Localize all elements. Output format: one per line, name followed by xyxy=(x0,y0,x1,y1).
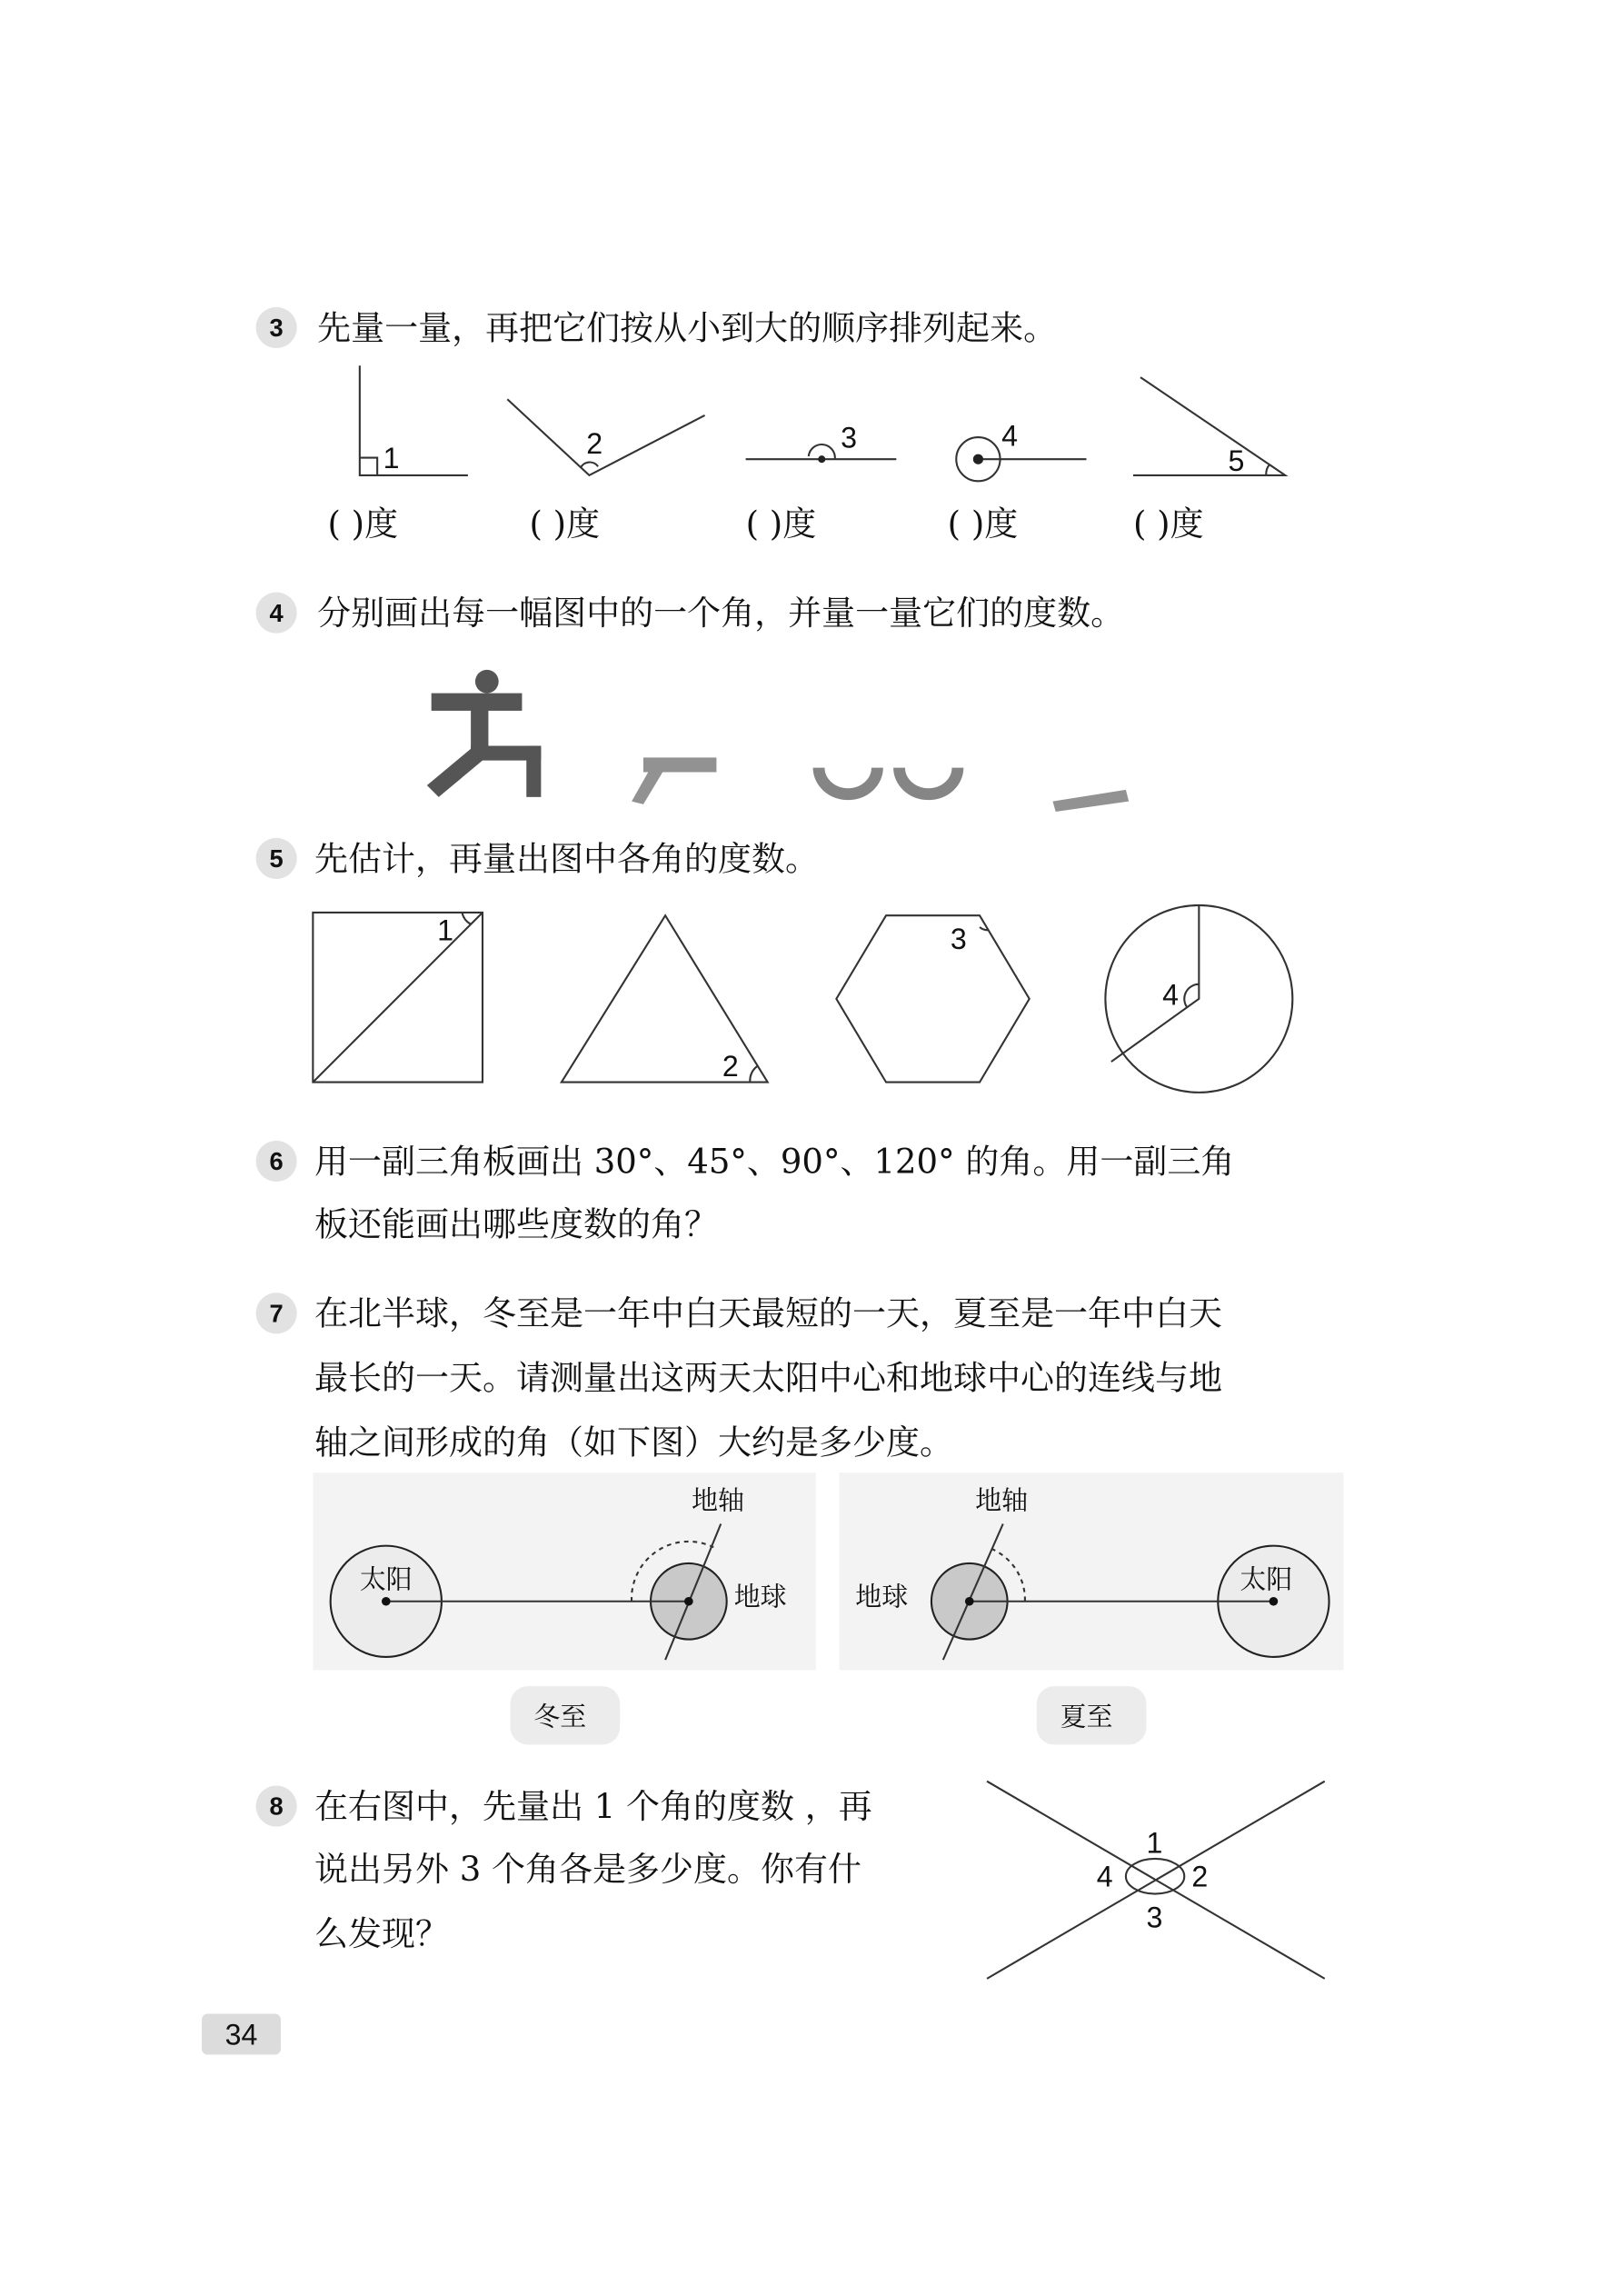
angle-label: 2 xyxy=(586,426,603,460)
question-number: 7 xyxy=(269,1299,284,1328)
answer-blank[interactable]: ( )度 xyxy=(327,504,399,544)
answer-blank[interactable]: ( )度 xyxy=(529,504,601,544)
question-8-text: 么发现？ xyxy=(314,1913,449,1953)
axis-label: 地轴 xyxy=(692,1484,744,1516)
question-6-text: 用一副三角板画出 30°、45°、90°、120° 的角。用一副三角 xyxy=(314,1142,1235,1182)
question-7-text: 最长的一天。请测量出这两天太阳中心和地球中心的连线与地 xyxy=(314,1358,1222,1398)
angle-2-figure xyxy=(507,399,704,475)
question-8-text: 在右图中，先量出 1 个角的度数 ，再 xyxy=(314,1786,872,1826)
square-figure xyxy=(313,913,483,1083)
angle-1-figure xyxy=(360,365,468,475)
angle-label: 4 xyxy=(1162,978,1180,1012)
question-number: 4 xyxy=(269,598,284,627)
answer-blank[interactable]: ( )度 xyxy=(947,504,1019,544)
intersecting-lines-figure xyxy=(987,1782,1325,1979)
angle-label: 3 xyxy=(950,923,967,956)
axis-label: 地轴 xyxy=(975,1484,1029,1516)
angle-label: 4 xyxy=(1001,419,1019,453)
question-number: 8 xyxy=(269,1792,284,1821)
angle-label: 1 xyxy=(437,913,454,947)
earth-label: 地球 xyxy=(733,1581,787,1612)
winter-solstice-diagram xyxy=(313,1472,815,1670)
summer-caption: 夏至 xyxy=(1060,1701,1113,1732)
answer-blank[interactable]: ( )度 xyxy=(1132,504,1204,544)
angle-5-figure xyxy=(1133,377,1285,477)
angle-4-figure xyxy=(956,420,1086,482)
question-6-text: 板还能画出哪些度数的角？ xyxy=(314,1204,718,1244)
sun-label: 太阳 xyxy=(1240,1563,1293,1595)
stick-figure-image xyxy=(427,670,541,797)
angle-label: 2 xyxy=(722,1050,739,1083)
triangle-figure xyxy=(562,915,768,1083)
question-4-text: 分别画出每一幅图中的一个角，并量一量它们的度数。 xyxy=(317,594,1125,634)
circle-figure xyxy=(1105,905,1292,1093)
question-8-text: 说出另外 3 个角各是多少度。你有什 xyxy=(314,1850,862,1890)
angle-3-figure xyxy=(746,421,897,463)
sun-label: 太阳 xyxy=(359,1563,413,1595)
angle-label: 1 xyxy=(1146,1826,1163,1860)
question-number: 6 xyxy=(269,1147,284,1176)
question-number: 5 xyxy=(269,844,284,873)
summer-solstice-diagram xyxy=(840,1472,1344,1670)
angle-label: 4 xyxy=(1096,1860,1113,1893)
page-number: 34 xyxy=(224,2018,258,2051)
question-number: 3 xyxy=(269,314,284,343)
angle-label: 1 xyxy=(383,441,400,474)
blurred-figures-image xyxy=(632,757,1129,812)
answer-blank[interactable]: ( )度 xyxy=(745,504,817,544)
question-7-text: 轴之间形成的角（如下图）大约是多少度。 xyxy=(314,1423,953,1462)
winter-caption: 冬至 xyxy=(533,1701,587,1732)
angle-label: 3 xyxy=(841,421,858,454)
angle-label: 2 xyxy=(1191,1860,1209,1893)
question-7-text: 在北半球，冬至是一年中白天最短的一天，夏至是一年中白天 xyxy=(314,1293,1222,1333)
angle-label: 3 xyxy=(1146,1901,1163,1934)
earth-label: 地球 xyxy=(855,1581,909,1612)
angle-label: 5 xyxy=(1228,444,1245,478)
hexagon-figure xyxy=(836,915,1029,1082)
question-3-text: 先量一量，再把它们按从小到大的顺序排列起来。 xyxy=(317,308,1058,348)
question-5-text: 先估计，再量出图中各角的度数。 xyxy=(314,839,819,879)
